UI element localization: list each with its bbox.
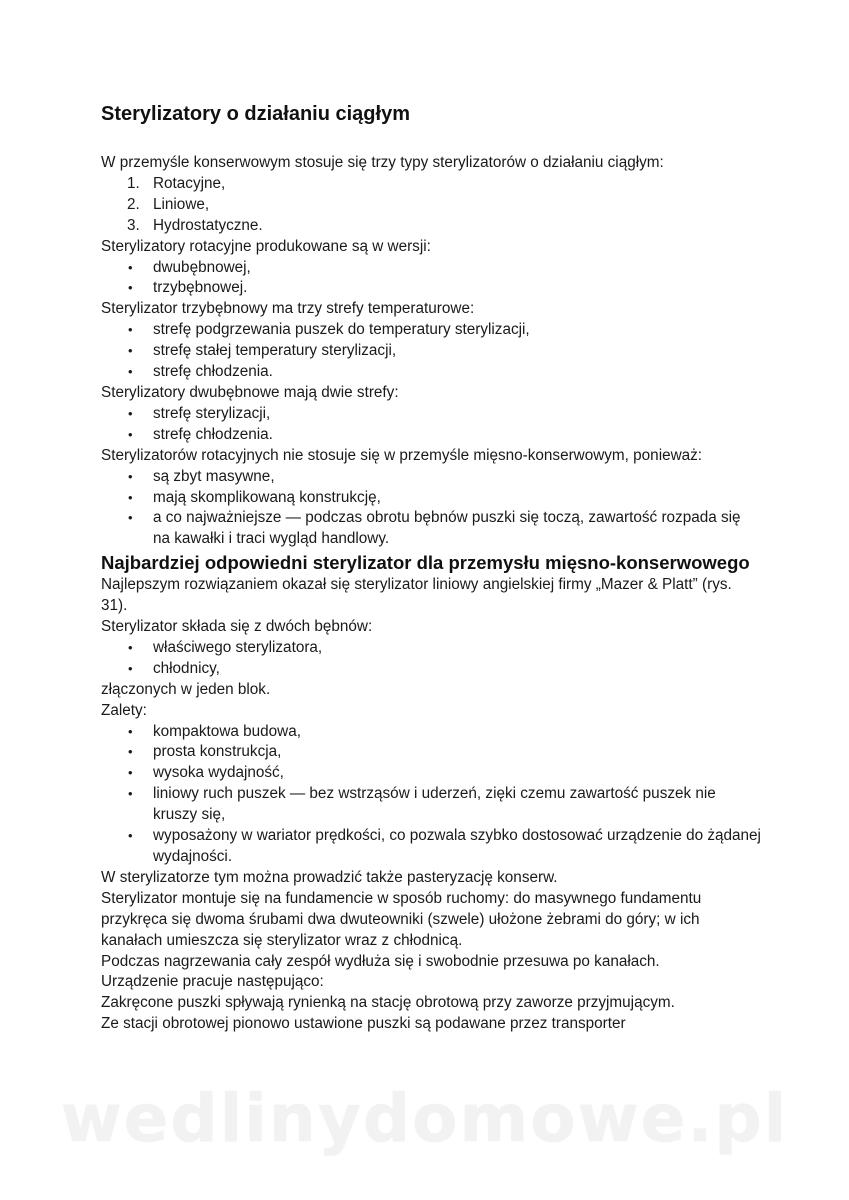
paragraph-transporter: Ze stacji obrotowej pionowo ustawione puszki są podawane przez transporter	[101, 1015, 626, 1033]
list-item: • są zbyt masywne,	[101, 467, 761, 488]
list-item: • strefę chłodzenia.	[101, 362, 761, 383]
bullet-icon: •	[128, 639, 133, 655]
list-item: 2. Liniowe,	[127, 195, 210, 213]
list-item: • trzybębnowej.	[101, 278, 761, 299]
bullet-icon: •	[128, 405, 133, 421]
drums-intro: Sterylizator składa się z dwóch bębnów:	[101, 618, 373, 636]
two-drum-intro: Sterylizatory dwubębnowe mają dwie strefy:	[101, 383, 399, 401]
bullet-icon: •	[128, 765, 133, 781]
paragraph-operation: Urządzenie pracuje następująco:	[101, 973, 324, 991]
types-list	[101, 174, 761, 237]
advantages-intro: Zalety:	[101, 701, 147, 719]
three-drum-intro: Sterylizator trzybębnowy ma trzy strefy temperaturowe:	[101, 300, 475, 318]
bullet-icon: •	[128, 259, 133, 275]
bullet-icon: •	[128, 828, 133, 844]
paragraph-pasteurization: W sterylizatorze tym można prowadzić także pasteryzację konserw.	[101, 868, 558, 886]
list-item: • mają skomplikowaną konstrukcję,	[101, 488, 761, 509]
bullet-icon: •	[128, 426, 133, 442]
bullet-icon: •	[128, 468, 133, 484]
list-item: • prosta konstrukcja,	[101, 742, 761, 763]
paragraph-heating: Podczas nagrzewania cały zespół wydłuża się i swobodnie przesuwa po kanałach.	[101, 952, 660, 970]
watermark: wedlinydomowe.pl	[60, 1080, 789, 1157]
not-used-reasons-list	[101, 467, 761, 551]
list-item: • kompaktowa budowa,	[101, 722, 761, 743]
bullet-icon: •	[128, 723, 133, 739]
bullet-icon: •	[128, 364, 133, 380]
list-item: • strefę sterylizacji,	[101, 404, 761, 425]
three-drum-zones-list	[101, 320, 761, 383]
list-item: • liniowy ruch puszek — bez wstrząsów i uderzeń, zięki czemu zawartość puszek nie kruszy się,	[128, 785, 716, 824]
list-item: • wysoka wydajność,	[101, 763, 761, 784]
rotary-intro: Sterylizatory rotacyjne produkowane są w wersji:	[101, 237, 431, 255]
list-item: • właściwego sterylizatora,	[101, 638, 761, 659]
bullet-icon: •	[128, 744, 133, 760]
document-page	[101, 100, 761, 1035]
bullet-icon: •	[128, 489, 133, 505]
two-drum-zones-list	[101, 404, 761, 446]
list-item: • strefę chłodzenia.	[101, 425, 761, 446]
bullet-icon: •	[128, 322, 133, 338]
bullet-icon: •	[128, 280, 133, 296]
list-item: • strefę podgrzewania puszek do temperatury sterylizacji,	[101, 320, 761, 341]
best-solution-paragraph: Najlepszym rozwiązaniem okazał się sterylizator liniowy angielskiej firmy „Mazer & Platt” (rys. 31).	[101, 576, 732, 615]
list-item: 1. Rotacyjne,	[127, 174, 226, 192]
rotary-versions-list	[101, 258, 761, 300]
bullet-icon: •	[128, 510, 133, 526]
drums-outro: złączonych w jeden blok.	[101, 680, 271, 698]
bullet-icon: •	[128, 343, 133, 359]
page-title: Sterylizatory o działaniu ciągłym	[101, 103, 410, 125]
paragraph-mounting: Sterylizator montuje się na fundamencie w sposób ruchomy: do masywnego fundamentu przykręca się dwoma śrubami dwa dwuteowniki (szwele) ułożone żebrami do góry; w ich kanałach umieszcza się sterylizator wraz z chłodnicą.	[101, 889, 702, 949]
list-item: • a co najważniejsze — podczas obrotu bębnów puszki się toczą, zawartość rozpada się na kawałki i traci wygląd handlowy.	[128, 509, 741, 548]
list-item: • dwubębnowej,	[101, 258, 761, 279]
advantages-list	[101, 722, 761, 868]
drums-list	[101, 638, 761, 680]
list-item: • wyposażony w wariator prędkości, co pozwala szybko dostosować urządzenie do żądanej wydajności.	[128, 827, 761, 865]
not-used-intro: Sterylizatorów rotacyjnych nie stosuje się w przemyśle mięsno-konserwowym, ponieważ:	[101, 446, 703, 464]
bullet-icon: •	[128, 786, 133, 802]
intro-paragraph: W przemyśle konserwowym stosuje się trzy typy sterylizatorów o działaniu ciągłym:	[101, 154, 664, 171]
list-item: • chłodnicy,	[101, 659, 761, 680]
paragraph-cans-flow: Zakręcone puszki spływają rynienką na stację obrotową przy zaworze przyjmującym.	[101, 994, 675, 1012]
bullet-icon: •	[128, 660, 133, 676]
list-item: 3. Hydrostatyczne.	[127, 216, 263, 234]
list-item: • strefę stałej temperatury sterylizacji,	[101, 341, 761, 362]
section-heading: Najbardziej odpowiedni sterylizator dla przemysłu mięsno-konserwowego	[101, 552, 750, 574]
